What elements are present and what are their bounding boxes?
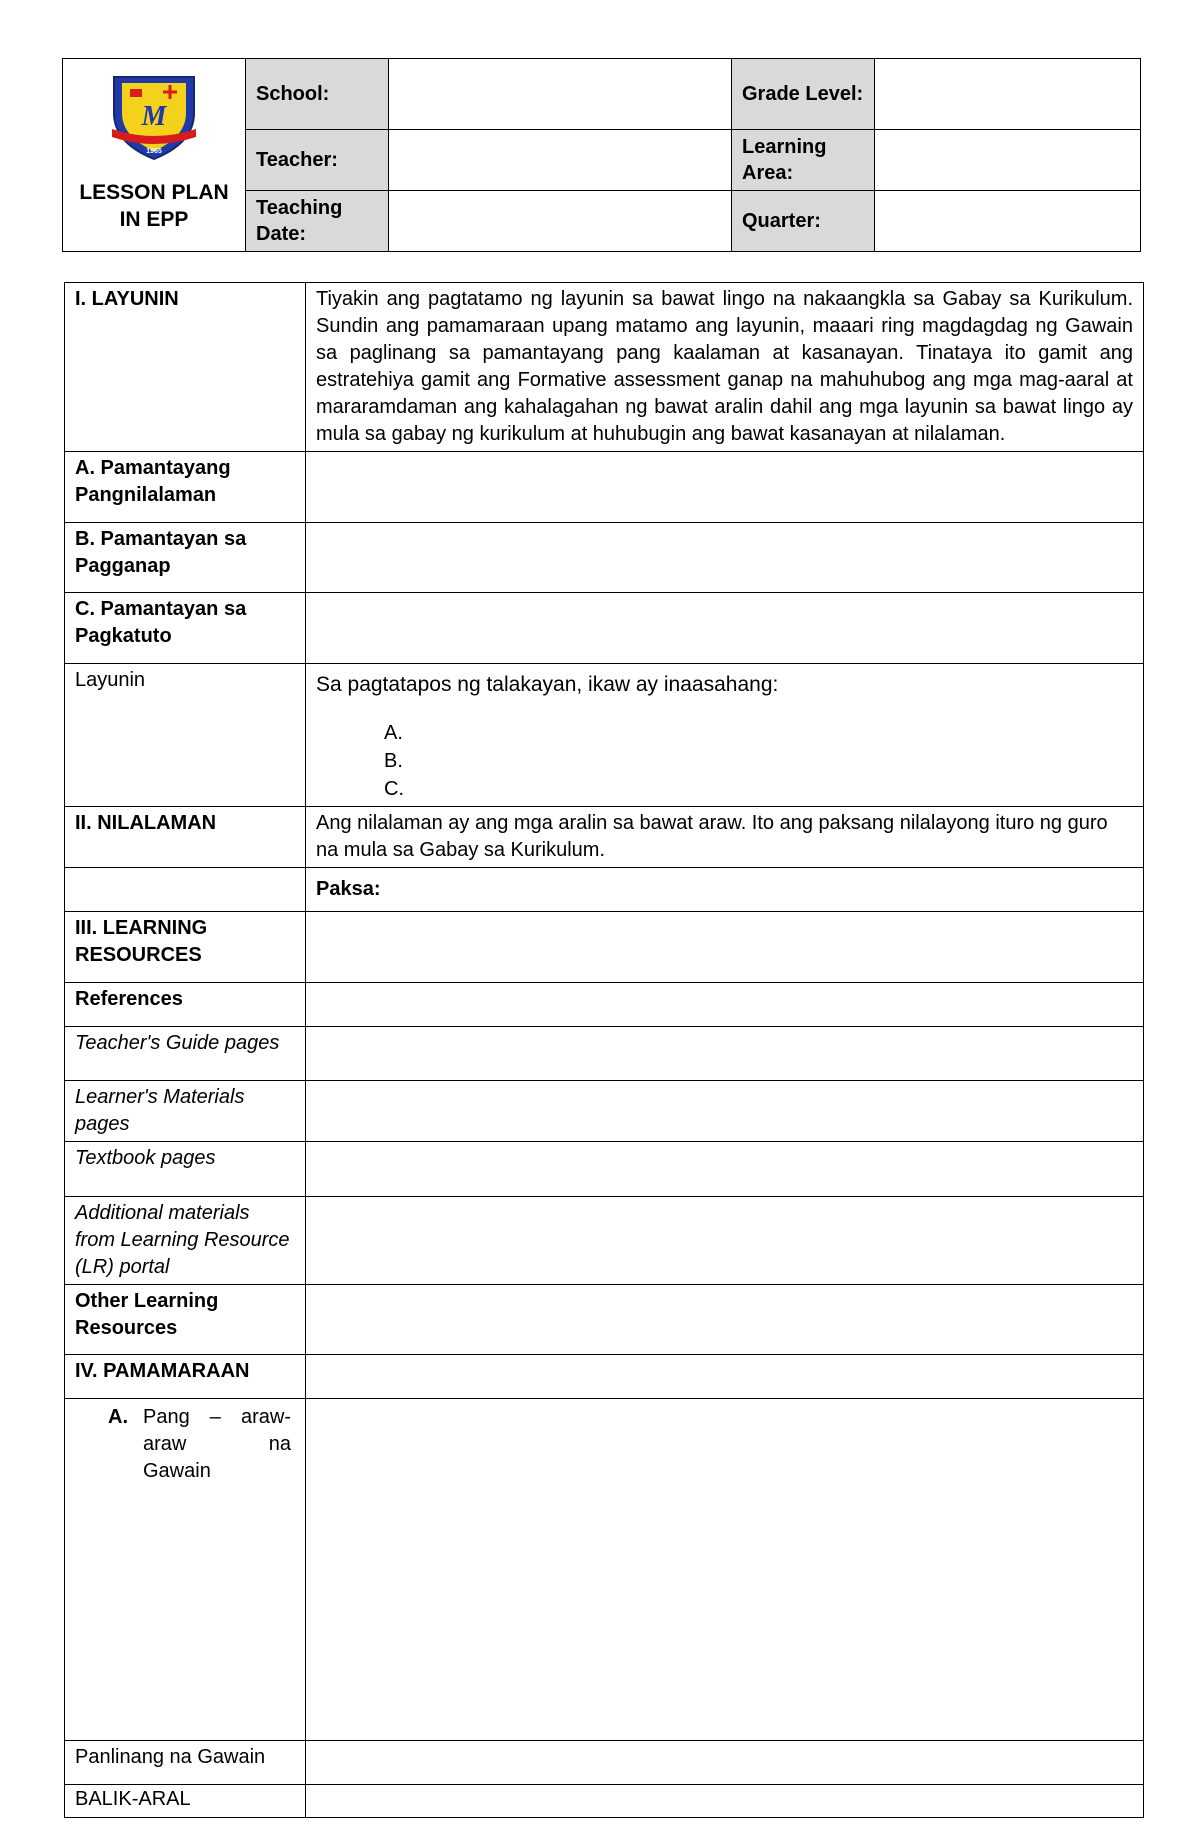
pang-line-2: araw na [143,1433,291,1455]
pang-araw-araw-field[interactable] [306,1399,1144,1741]
empty-cell [65,868,306,912]
learning-resources-heading: III. LEARNING RESOURCES [65,912,306,983]
pamantayan-pagkatuto-label: C. Pamantayan sa Pagkatuto [65,593,306,664]
logo-year: 1965 [146,148,162,155]
lesson-plan-title [67,179,241,233]
table-row [65,807,1144,868]
nilalaman-note: Ang nilalaman ay ang mga aralin sa bawat araw. Ito ang paksang nilalayong ituro ng guro na mula sa Gabay sa Kurikulum. [306,807,1144,868]
title-line-1: LESSON PLAN [79,181,229,204]
pang-line-3: Gawain [143,1460,211,1482]
layunin-intro: Sa pagtatapos ng talakayan, ikaw ay inaasahang: [316,673,779,696]
teaching-date-label: Teaching Date: [246,191,389,252]
panlinang-label: Panlinang na Gawain [65,1741,306,1785]
pang-araw-araw-label [75,1404,295,1485]
teacher-label: Teacher: [246,130,389,191]
table-row [65,452,1144,523]
table-row [65,593,1144,664]
pang-letter: A. [108,1406,128,1428]
objective-c: C. [384,778,404,800]
pang-line-1: Pang – araw- [143,1406,291,1428]
table-row [65,1197,1144,1285]
table-row [65,1741,1144,1785]
table-row [65,1355,1144,1399]
additional-materials-field[interactable] [306,1197,1144,1285]
grade-level-label: Grade Level: [732,59,875,130]
school-logo-icon [108,71,200,161]
table-row [65,912,1144,983]
textbook-pages-field[interactable] [306,1142,1144,1197]
table-row [65,1399,1144,1741]
layunin-label: Layunin [65,664,306,807]
table-row [65,868,1144,912]
balik-aral-field[interactable] [306,1785,1144,1818]
learning-resources-field[interactable] [306,912,1144,983]
pamantayan-pagkatuto-field[interactable] [306,593,1144,664]
table-row [65,1027,1144,1081]
pamantayang-pangnilalaman-label: A. Pamantayang Pangnilalaman [65,452,306,523]
objectives-list [384,719,1133,803]
learning-area-label: Learning Area: [732,130,875,191]
other-resources-label: Other Learning Resources [65,1285,306,1355]
nilalaman-heading: II. NILALAMAN [65,807,306,868]
grade-level-field[interactable] [875,59,1141,130]
table-row [65,1142,1144,1197]
pamantayan-pagganap-label: B. Pamantayan sa Pagganap [65,523,306,593]
quarter-field[interactable] [875,191,1141,252]
logo-cell [63,59,246,252]
layunin-field[interactable] [306,664,1144,807]
paksa-label[interactable]: Paksa: [306,868,1144,912]
school-field[interactable] [389,59,732,130]
table-row [65,283,1144,452]
header-table [62,58,1141,252]
pamantayang-pangnilalaman-field[interactable] [306,452,1144,523]
panlinang-field[interactable] [306,1741,1144,1785]
pamantayan-pagganap-field[interactable] [306,523,1144,593]
teaching-date-field[interactable] [389,191,732,252]
other-resources-field[interactable] [306,1285,1144,1355]
learning-area-field[interactable] [875,130,1141,191]
school-label: School: [246,59,389,130]
balik-aral-label: BALIK-ARAL [65,1785,306,1818]
learners-materials-label: Learner's Materials pages [65,1081,306,1142]
quarter-label: Quarter: [732,191,875,252]
references-field[interactable] [306,983,1144,1027]
table-row [65,983,1144,1027]
table-row [65,1785,1144,1818]
layunin-heading: I. LAYUNIN [65,283,306,452]
additional-materials-label: Additional materials from Learning Resource (LR) portal [65,1197,306,1285]
pamamaraan-heading: IV. PAMAMARAAN [65,1355,306,1399]
pang-araw-araw-cell [65,1399,306,1741]
table-row [65,523,1144,593]
references-label: References [65,983,306,1027]
table-row [65,1285,1144,1355]
teachers-guide-field[interactable] [306,1027,1144,1081]
teacher-field[interactable] [389,130,732,191]
logo-letter: M [141,101,167,132]
objective-a: A. [384,722,403,744]
lesson-plan-table [64,282,1144,1818]
pamamaraan-field[interactable] [306,1355,1144,1399]
learners-materials-field[interactable] [306,1081,1144,1142]
table-row [65,1081,1144,1142]
objective-b: B. [384,750,403,772]
teachers-guide-label: Teacher's Guide pages [65,1027,306,1081]
title-line-2: IN EPP [119,208,189,231]
table-row [65,664,1144,807]
layunin-note: Tiyakin ang pagtatamo ng layunin sa bawat lingo na nakaangkla sa Gabay sa Kurikulum. Sundin ang pamamaraan upang matamo ang layunin, maaari ring magdagdag ng Gawain sa paglinang sa pamantayang pang kaalaman at kasanayan. Tinataya ito gamit ang estratehiya gamit ang Formative assessment ganap na mahuhubog ang mga mag-aaral at mararamdaman ang kahalagahan ng bawat aralin dahil ang mga layunin sa bawat lingo ay mula sa gabay ng kurikulum at huhubugin ang bawat kasanayan at nilalaman. [306,283,1144,452]
textbook-pages-label: Textbook pages [65,1142,306,1197]
